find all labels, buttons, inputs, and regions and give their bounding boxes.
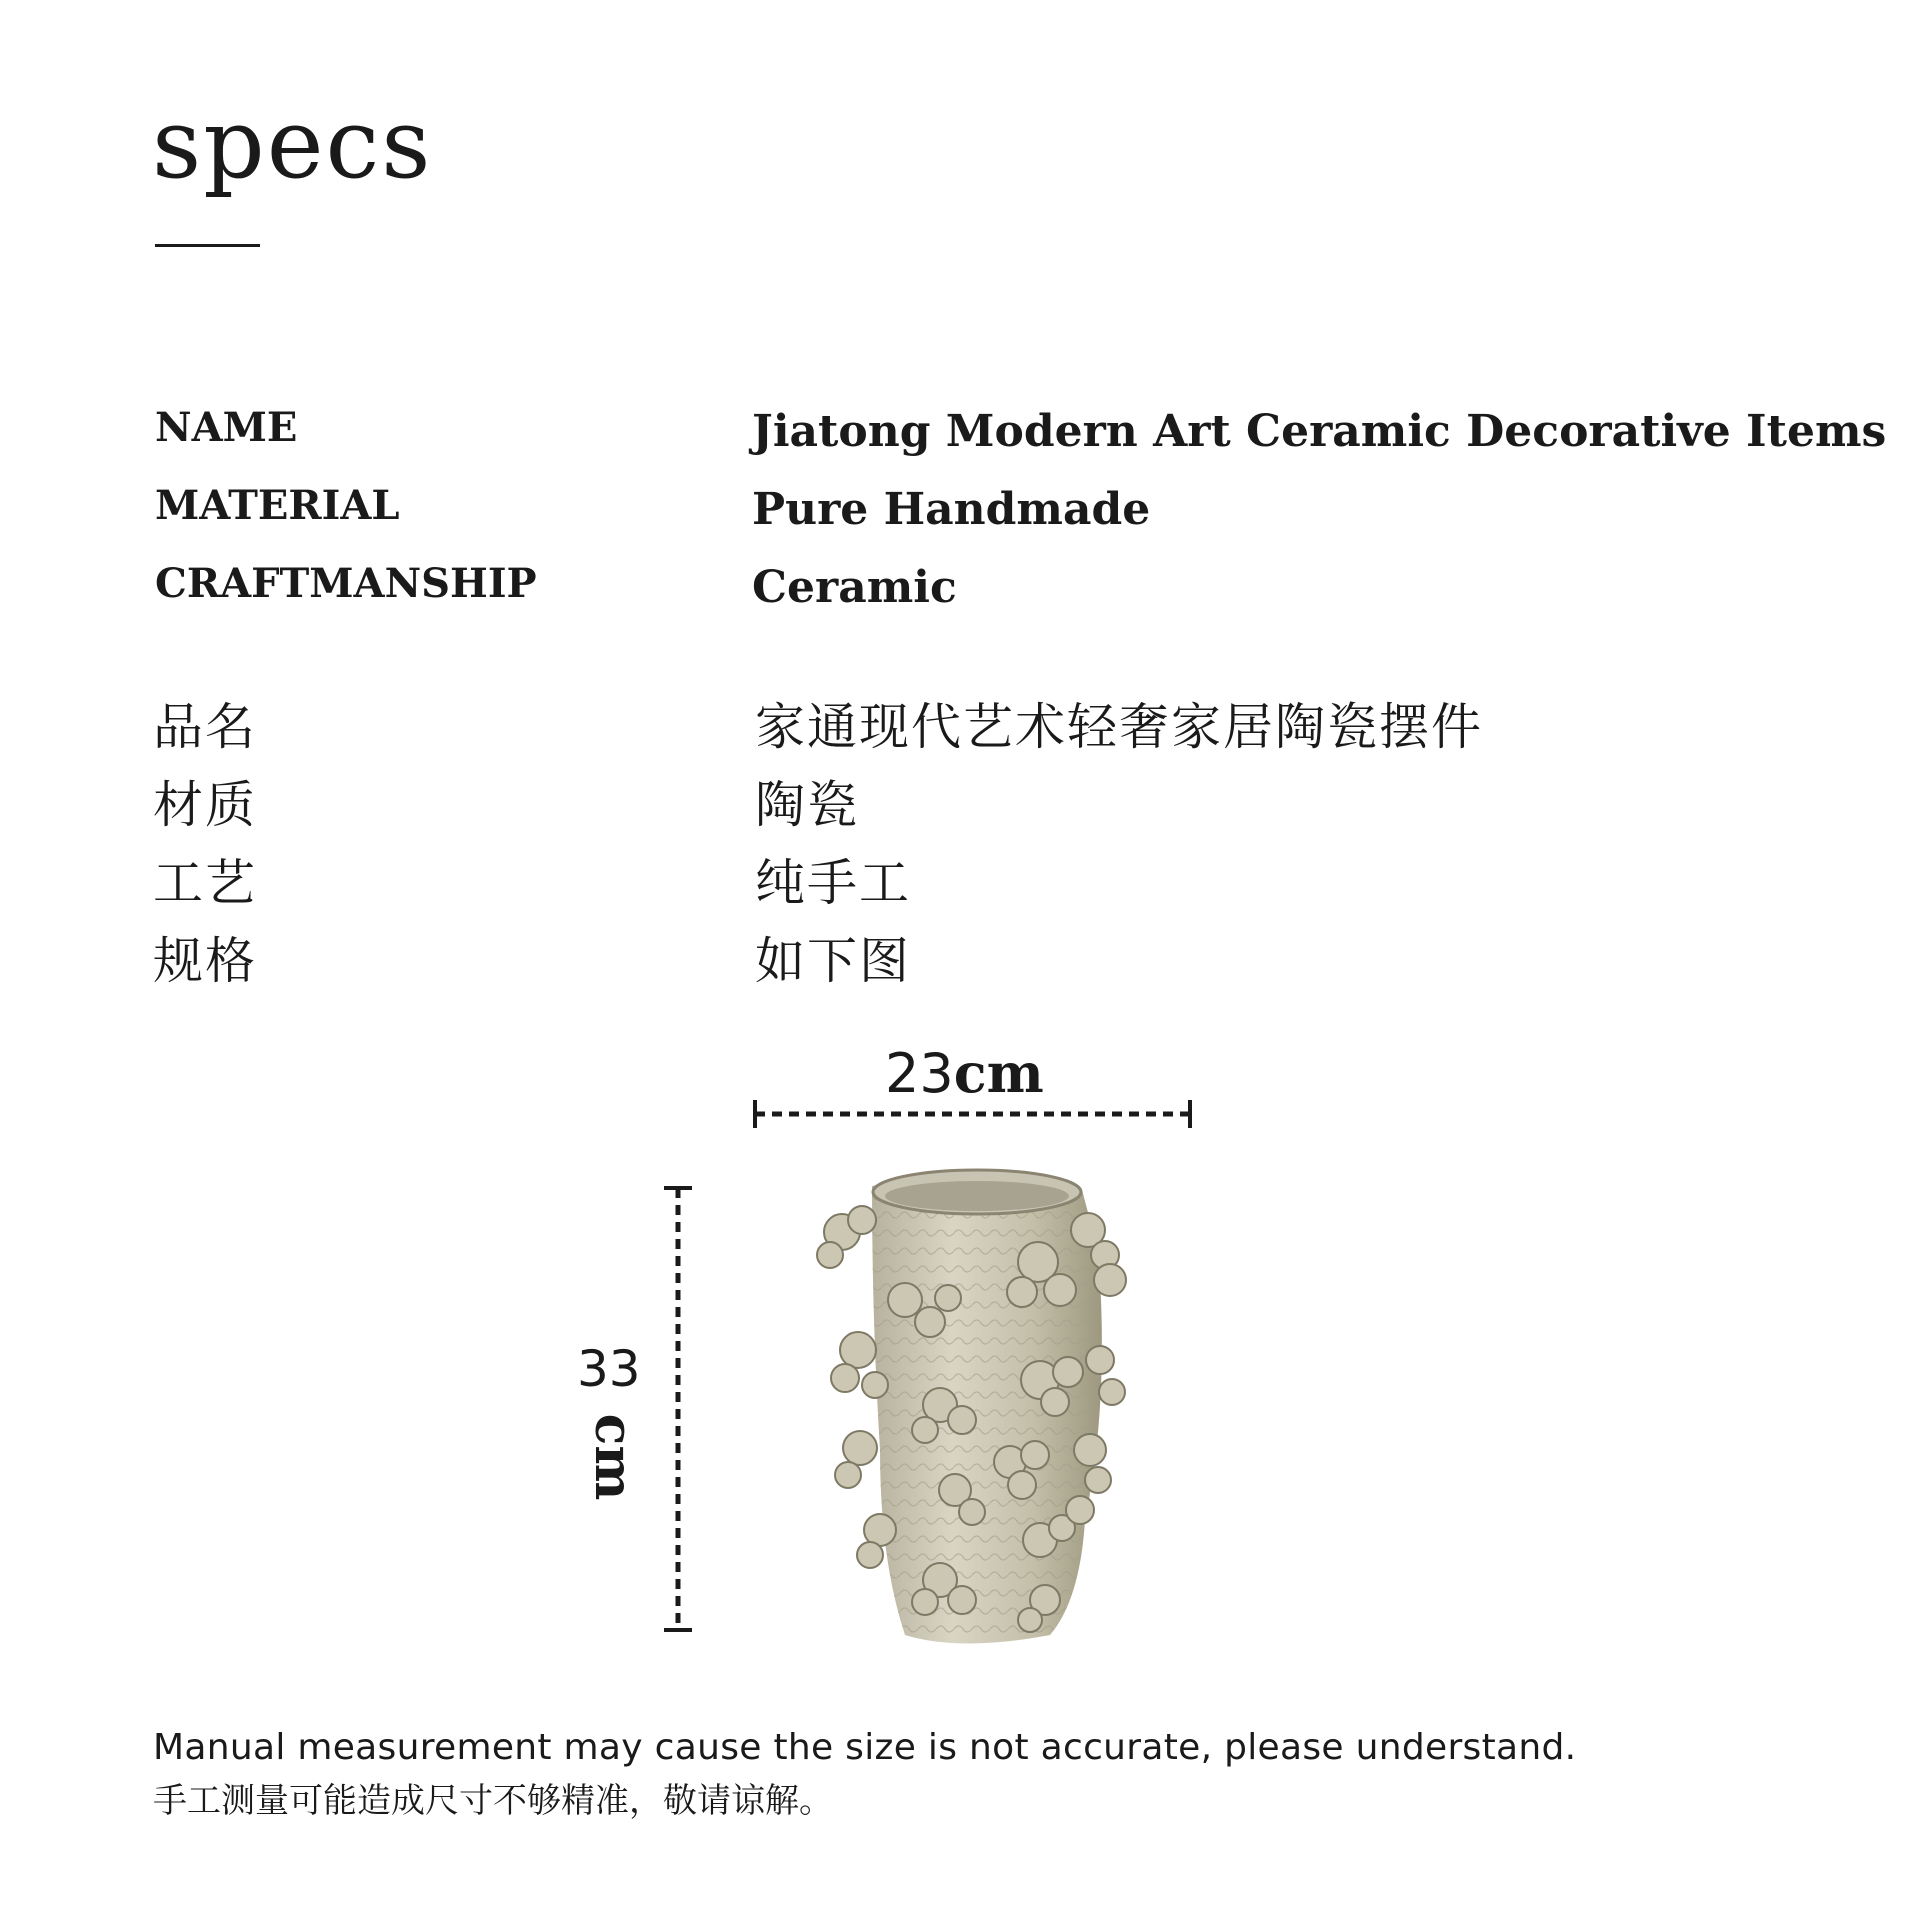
cn-label-caizhi: 材质 (153, 776, 257, 834)
spec-label-material: MATERIAL (155, 482, 400, 529)
cn-value-caizhi: 陶瓷 (755, 776, 859, 834)
disclaimer-english: Manual measurement may cause the size is not accurate, please understand. (153, 1727, 1577, 1768)
vase-image (817, 1170, 1126, 1644)
cn-value-pinming: 家通现代艺术轻奢家居陶瓷摆件 (755, 698, 1483, 756)
width-value: 23 (885, 1042, 954, 1105)
cn-label-pinming: 品名 (153, 698, 257, 756)
disclaimer-chinese: 手工测量可能造成尺寸不够精准，敬请谅解。 (153, 1781, 833, 1821)
spec-value-name: Jiatong Modern Art Ceramic Decorative Items (752, 406, 1887, 457)
spec-value-material: Pure Handmade (752, 484, 1151, 535)
width-dimension-line (755, 1100, 1190, 1128)
cn-value-guige: 如下图 (755, 932, 911, 990)
cn-label-gongyi: 工艺 (153, 854, 257, 912)
spec-value-craftmanship: Ceramic (752, 562, 957, 613)
height-value: 33 (577, 1340, 641, 1398)
spec-label-craftmanship: CRAFTMANSHIP (155, 560, 537, 607)
height-dimension-line (664, 1188, 692, 1630)
cn-label-guige: 规格 (153, 932, 257, 990)
width-unit: cm (953, 1041, 1044, 1105)
spec-label-name: NAME (155, 404, 298, 451)
height-unit: cm (583, 1413, 644, 1501)
cn-value-gongyi: 纯手工 (755, 854, 911, 912)
page-title: specs (152, 88, 433, 200)
